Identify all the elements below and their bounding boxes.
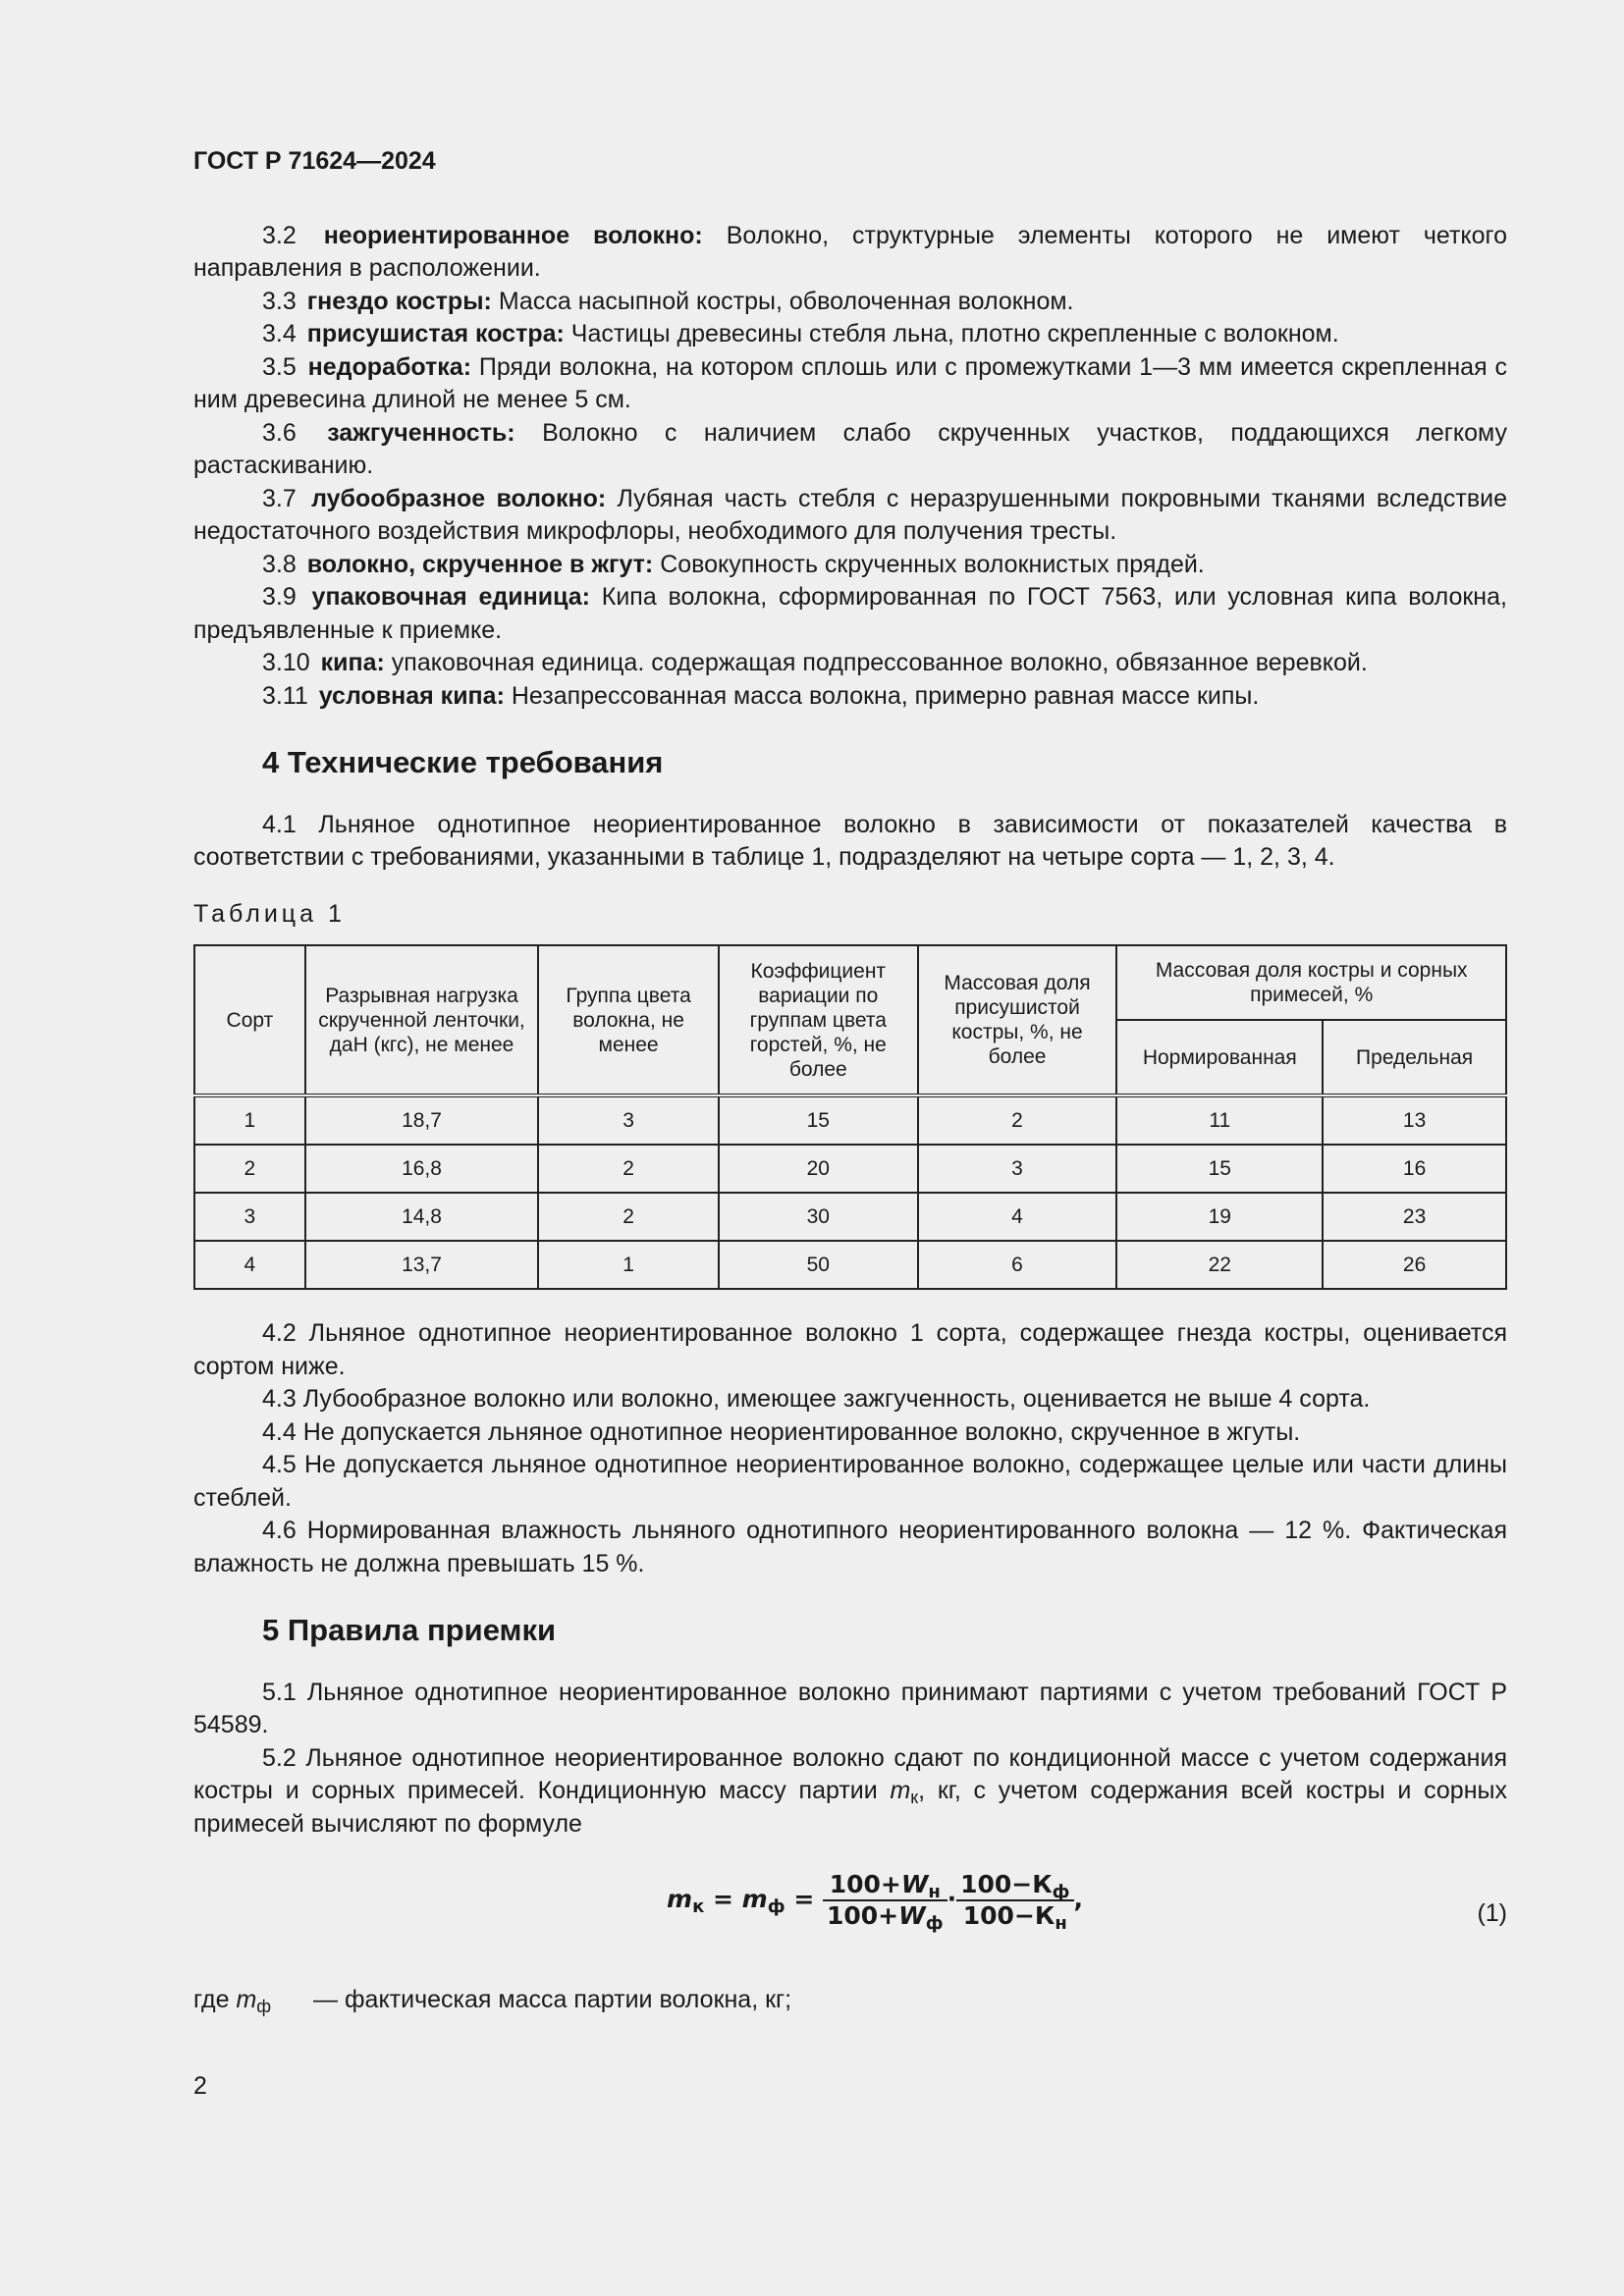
table-cell: 2 bbox=[538, 1145, 719, 1193]
table-cell: 4 bbox=[194, 1241, 305, 1289]
table-cell: 22 bbox=[1116, 1241, 1323, 1289]
table-row bbox=[194, 1241, 1506, 1289]
header-variation-coefficient: Коэффициент вариации по группам цвета горстей, %, не более bbox=[719, 945, 918, 1095]
table-row bbox=[194, 1193, 1506, 1241]
definition-item: 3.11 условная кипа: Незапрессованная масса волокна, примерно равная массе кипы. bbox=[262, 681, 1260, 710]
header-breaking-load: Разрывная нагрузка скрученной ленточки, даН (кгс), не менее bbox=[305, 945, 539, 1095]
definition-item: 3.4 присушистая костра: Частицы древесины стебля льна, плотно скрепленные с волокном. bbox=[262, 320, 1339, 347]
table-cell: 16 bbox=[1323, 1145, 1506, 1193]
table-caption: Таблица 1 bbox=[193, 899, 346, 928]
formula-number: (1) bbox=[1477, 1899, 1507, 1927]
paragraph-4-1: 4.1 Льняное однотипное неориентированное волокно в зависимости от показателей качества в соответствии с требованиями, указанными в таблице 1, подразделяют на четыре сорта — 1, 2, 3, 4. bbox=[193, 810, 1507, 871]
fraction-impurities: $\frac{100-К_ф}{100-К_н}$ bbox=[956, 1870, 1073, 1931]
paragraph-5-2: 5.2 Льняное однотипное неориентированное волокно сдают по кондиционной массе с учетом содержания костры и сорных примесей. Кондиционную массу партии $m_к$, кг, с учетом содержания всей костры и сорных примесей вычисляют по формуле bbox=[193, 1743, 1507, 1838]
definition-item: 3.8 волокно, скрученное в жгут: Совокупность скрученных волокнистых прядей. bbox=[262, 550, 1205, 578]
fraction-moisture: $\frac{100+W_н}{100+W_ф}$ bbox=[823, 1870, 947, 1931]
header-shive-impurities-group: Массовая доля костры и сорных примесей, % bbox=[1116, 945, 1506, 1020]
header-sort: Сорт bbox=[194, 945, 305, 1095]
header-color-group: Группа цвета волокна, не менее bbox=[538, 945, 719, 1095]
table-cell: 18,7 bbox=[305, 1095, 539, 1145]
formula-1 bbox=[193, 1870, 1507, 1958]
definition-item: 3.5 недоработка: Пряди волокна, на котором сплошь или с промежутками 1—3 мм имеется скрепленная с ним древесина длиной не менее 5 см. bbox=[193, 352, 1507, 413]
header-normalized: Нормированная bbox=[1116, 1020, 1323, 1095]
table-cell: 15 bbox=[719, 1095, 918, 1145]
paragraph-4-3: 4.3 Лубообразное волокно или волокно, имеющее зажгученность, оценивается не выше 4 сорта. bbox=[262, 1385, 1371, 1413]
header-limit: Предельная bbox=[1323, 1020, 1506, 1095]
table-cell: 11 bbox=[1116, 1095, 1323, 1145]
table-row bbox=[194, 1095, 1506, 1145]
table-cell: 3 bbox=[194, 1193, 305, 1241]
table-1 bbox=[193, 944, 1507, 1290]
table-cell: 2 bbox=[918, 1095, 1117, 1145]
formula-expression: $m_к = m_ф$ = $\frac{100+W_н}{100+W_ф}$ · $\frac{100-К_ф}{100-К_н}$ , bbox=[667, 1870, 1083, 1934]
table-cell: 50 bbox=[719, 1241, 918, 1289]
page-number: 2 bbox=[193, 2072, 207, 2100]
table-cell: 6 bbox=[918, 1241, 1117, 1289]
definition-item: 3.3 гнездо костры: Масса насыпной костры, обволоченная волокном. bbox=[262, 287, 1074, 315]
table-cell: 1 bbox=[538, 1241, 719, 1289]
table-row bbox=[194, 1145, 1506, 1193]
paragraph-4-2: 4.2 Льняное однотипное неориентированное волокно 1 сорта, содержащее гнезда костры, оценивается сортом ниже. bbox=[193, 1319, 1507, 1380]
document-header: ГОСТ Р 71624—2024 bbox=[193, 147, 436, 175]
paragraph-4-5: 4.5 Не допускается льняное однотипное неориентированное волокно, содержащее целые или части длины стеблей. bbox=[193, 1451, 1507, 1512]
table-cell: 3 bbox=[538, 1095, 719, 1145]
table-cell: 19 bbox=[1116, 1193, 1323, 1241]
table-cell: 23 bbox=[1323, 1193, 1506, 1241]
section-4-heading: 4 Технические требования bbox=[262, 745, 664, 779]
document-page bbox=[193, 145, 1507, 2017]
paragraph-4-4: 4.4 Не допускается льняное однотипное неориентированное волокно, скрученное в жгуты. bbox=[262, 1417, 1301, 1446]
table-cell: 20 bbox=[719, 1145, 918, 1193]
table-cell: 15 bbox=[1116, 1145, 1323, 1193]
definition-item: 3.10 кипа: упаковочная единица. содержащая подпрессованное волокно, обвязанное веревкой. bbox=[262, 649, 1368, 676]
table-cell: 1 bbox=[194, 1095, 305, 1145]
paragraph-4-6: 4.6 Нормированная влажность льняного однотипного неориентированного волокна — 12 %. Фактическая влажность не должна превышать 15 %. bbox=[193, 1517, 1507, 1577]
table-cell: 13,7 bbox=[305, 1241, 539, 1289]
table-cell: 2 bbox=[194, 1145, 305, 1193]
table-cell: 30 bbox=[719, 1193, 918, 1241]
definition-item: 3.9 упаковочная единица: Кипа волокна, сформированная по ГОСТ 7563, или условная кипа волокна, предъявленные к приемке. bbox=[193, 583, 1507, 644]
definition-item: 3.2 неориентированное волокно: Волокно, структурные элементы которого не имеют четкого направления в расположении. bbox=[193, 221, 1507, 282]
definition-item: 3.7 лубообразное волокно: Лубяная часть стебля с неразрушенными покровными тканями вследствие недостаточного воздействия микрофлоры, необходимого для получения тресты. bbox=[193, 484, 1508, 545]
section-5-heading: 5 Правила приемки bbox=[262, 1613, 557, 1647]
table-cell: 2 bbox=[538, 1193, 719, 1241]
table-cell: 26 bbox=[1323, 1241, 1506, 1289]
formula-where-line: где $m_ф$ — фактическая масса партии волокна, кг; bbox=[193, 1986, 792, 2016]
table-cell: 14,8 bbox=[305, 1193, 539, 1241]
section-4-paragraphs bbox=[193, 1317, 1507, 1580]
table-cell: 13 bbox=[1323, 1095, 1506, 1145]
table-cell: 16,8 bbox=[305, 1145, 539, 1193]
definition-item: 3.6 зажгученность: Волокно с наличием слабо скрученных участков, поддающихся легкому растаскиванию. bbox=[193, 418, 1507, 479]
paragraph-5-1: 5.1 Льняное однотипное неориентированное волокно принимают партиями с учетом требований ГОСТ Р 54589. bbox=[193, 1678, 1507, 1738]
header-adhering-shive: Массовая доля присушистой костры, %, не более bbox=[918, 945, 1117, 1095]
section-3-definitions bbox=[193, 220, 1507, 714]
table-cell: 3 bbox=[918, 1145, 1117, 1193]
table-cell: 4 bbox=[918, 1193, 1117, 1241]
